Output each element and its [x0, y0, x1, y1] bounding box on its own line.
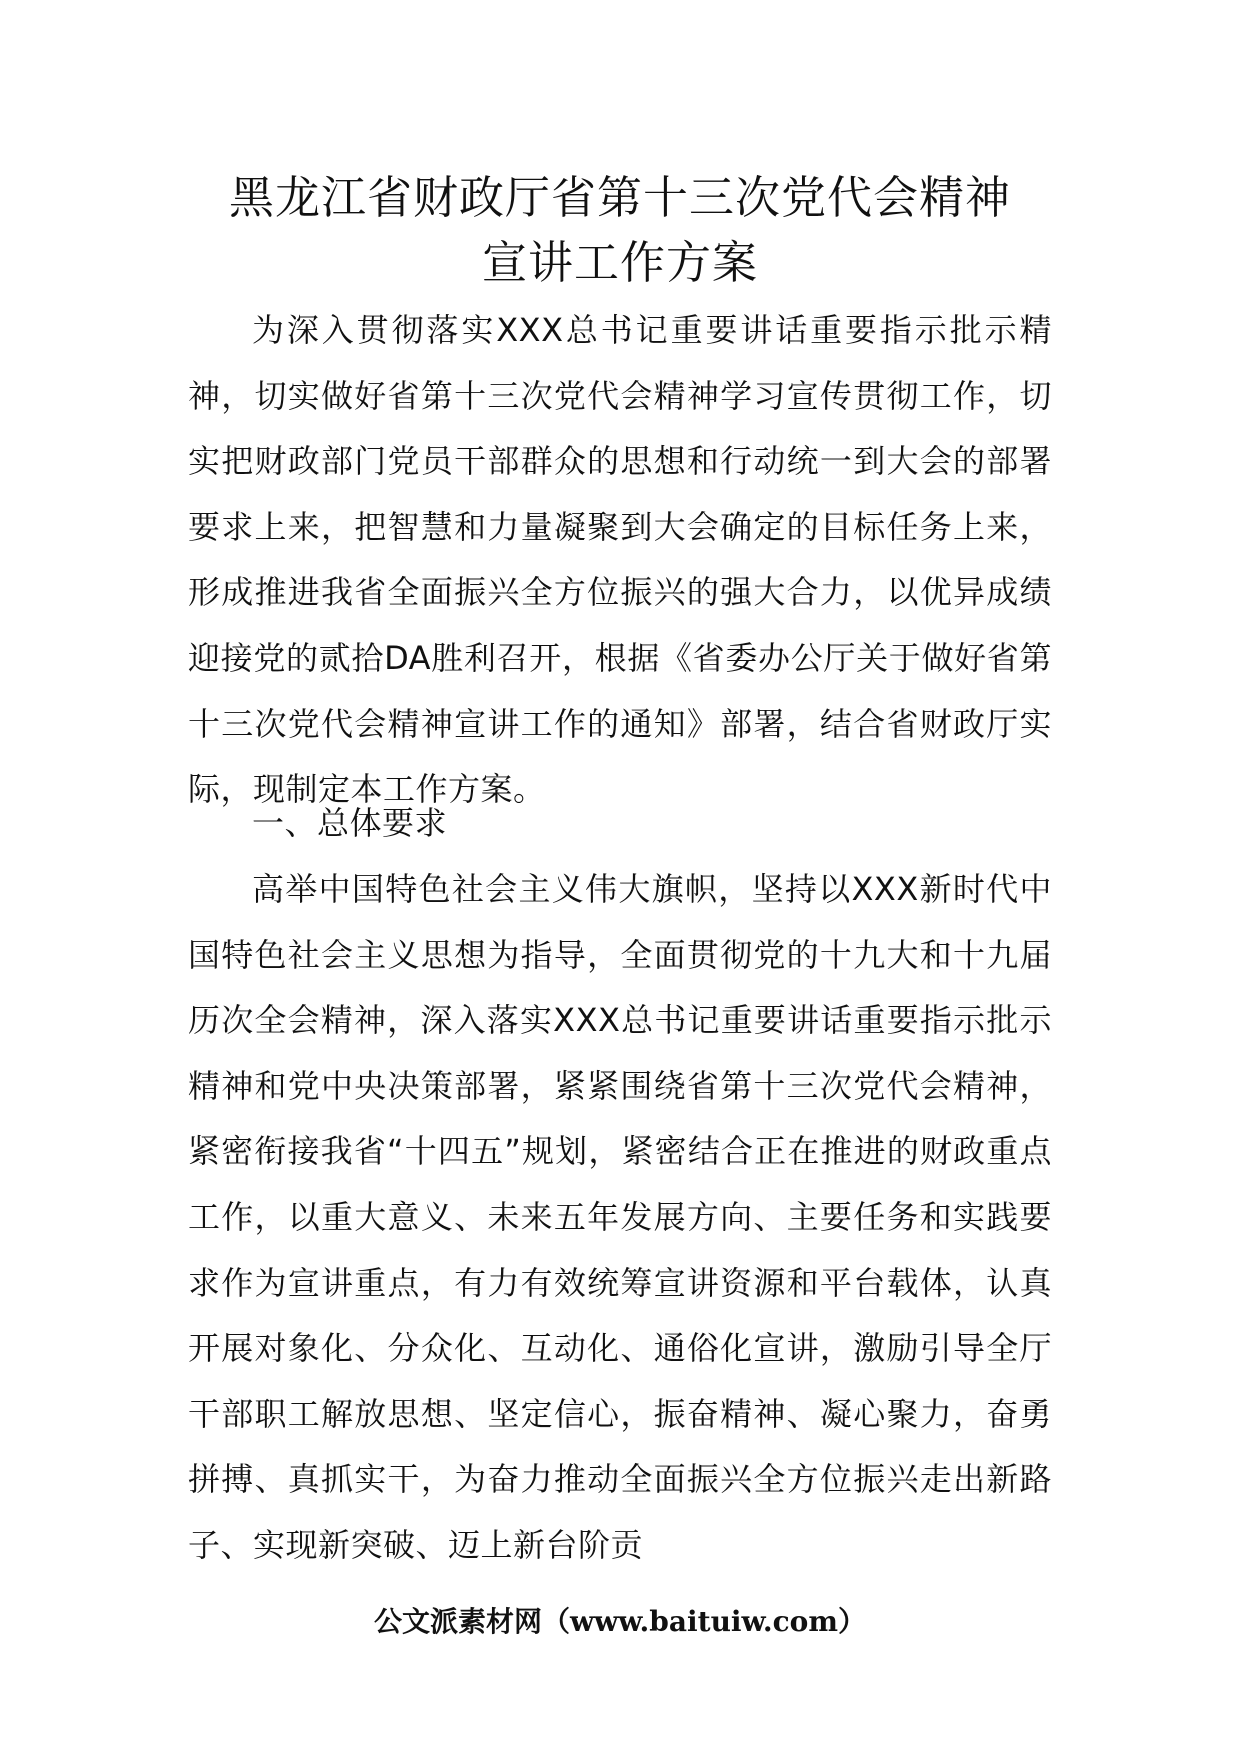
footer-watermark: 公文派素材网（www.baituiw.com） [374, 1605, 866, 1638]
body-paragraph-intro: 为深入贯彻落实XXX总书记重要讲话重要指示批示精神，切实做好省第十三次党代会精神学习宣传贯彻工作，切实把财政部门党员干部群众的思想和行动统一到大会的部署要求上来，把智慧和力量凝聚到大会确定的目标任务上来，形成推进我省全面振兴全方位振兴的强大合力，以优异成绩迎接党的贰拾DA胜利召开，根据《省委办公厅关于做好省第十三次党代会精神宣讲工作的通知》部署，结合省财政厅实际，现制定本工作方案。 [188, 311, 1052, 809]
body-paragraph-general-requirements: 高举中国特色社会主义伟大旗帜，坚持以XXX新时代中国特色社会主义思想为指导，全面贯彻党的十九大和十九届历次全会精神，深入落实XXX总书记重要讲话重要指示批示精神和党中央决策部署，紧紧围绕省第十三次党代会精神，紧密衔接我省“十四五”规划，紧密结合正在推进的财政重点工作，以重大意义、未来五年发展方向、主要任务和实践要求作为宣讲重点，有力有效统筹宣讲资源和平台载体，认真开展对象化、分众化、互动化、通俗化宣讲，激励引导全厅干部职工解放思想、坚定信心，振奋精神、凝心聚力，奋勇拼搏、真抓实干，为奋力推动全面振兴全方位振兴走出新路子、实现新突破、迈上新台阶贡 [188, 870, 1052, 1564]
document-title-line1: 黑龙江省财政厅省第十三次党代会精神 [228, 171, 1011, 224]
document-title-line2: 宣讲工作方案 [481, 236, 758, 289]
section-heading-general-requirements: 一、总体要求 [252, 804, 448, 842]
